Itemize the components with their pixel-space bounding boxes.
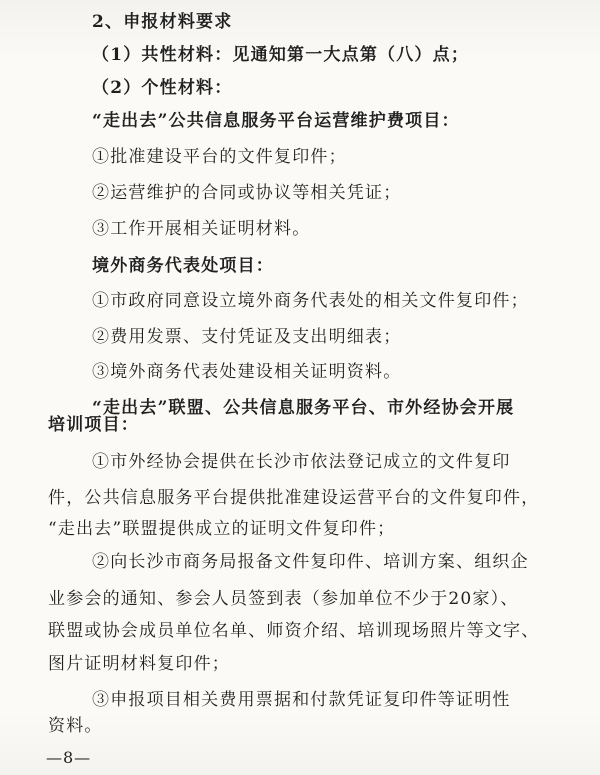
common-materials-line: （1）共性材料：见通知第一大点第（八）点；: [92, 45, 470, 65]
overseas-office-item-3: ③境外商务代表处建设相关证明资料。: [92, 362, 402, 382]
platform-item-2: ②运营维护的合同或协议等相关凭证；: [92, 183, 402, 203]
training-item-1-line-2: 件，公共信息服务平台提供批准建设运营平台的文件复印件，: [48, 488, 540, 508]
training-item-3-line-2: 资料。: [48, 716, 103, 736]
training-heading-line-2: 培训项目：: [48, 415, 139, 435]
training-item-2-line-1: ②向长沙市商务局报备文件复印件、培训方案、组织企: [92, 552, 529, 572]
platform-maintenance-heading: “走出去”公共信息服务平台运营维护费项目：: [92, 111, 460, 131]
training-item-3-line-1: ③申报项目相关费用票据和付款凭证复印件等证明性: [92, 690, 511, 710]
overseas-office-item-2: ②费用发票、支付凭证及支出明细表；: [92, 327, 402, 347]
training-item-1-line-3: “走出去”联盟提供成立的证明文件复印件；: [48, 519, 396, 539]
overseas-office-item-1: ①市政府同意设立境外商务代表处的相关文件复印件；: [92, 291, 529, 311]
training-item-2-line-3: 联盟或协会成员单位名单、师资介绍、培训现场照片等文字、: [48, 621, 540, 641]
training-item-2-line-4: 图片证明材料复印件；: [48, 654, 230, 674]
platform-item-1: ①批准建设平台的文件复印件；: [92, 147, 347, 167]
platform-item-3: ③工作开展相关证明材料。: [92, 219, 311, 239]
individual-materials-heading: （2）个性材料：: [92, 78, 233, 98]
overseas-office-heading: 境外商务代表处项目：: [92, 256, 274, 276]
training-heading-line-1: “走出去”联盟、公共信息服务平台、市外经协会开展: [92, 398, 515, 418]
training-item-2-line-2: 业参会的通知、参会人员签到表（参加单位不少于20家）、: [48, 589, 519, 609]
page-number: —8—: [46, 748, 92, 767]
training-item-1-line-1: ①市外经协会提供在长沙市依法登记成立的文件复印: [92, 452, 511, 472]
section-heading: 2、申报材料要求: [92, 12, 233, 32]
